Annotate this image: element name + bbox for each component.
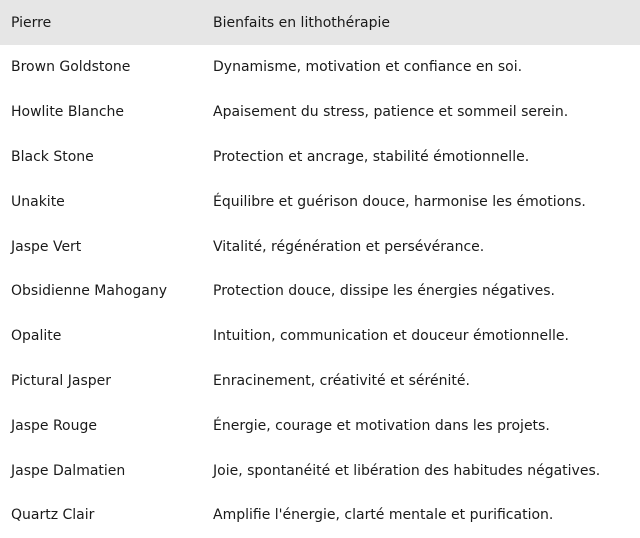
table-row xyxy=(0,493,640,538)
stone-name: Brown Goldstone xyxy=(11,59,131,76)
stone-name: Black Stone xyxy=(11,148,94,165)
stone-name: Howlite Blanche xyxy=(11,104,125,121)
stone-name: Obsidienne Mahogany xyxy=(11,283,168,300)
stone-name: Quartz Clair xyxy=(11,507,95,524)
table-row xyxy=(0,224,640,269)
stone-benefit: Protection et ancrage, stabilité émotionnelle. xyxy=(213,148,530,165)
table-row xyxy=(0,448,640,493)
table-row xyxy=(0,314,640,359)
table-header xyxy=(0,0,640,45)
stone-name: Unakite xyxy=(11,193,65,210)
stone-benefit: Protection douce, dissipe les énergies négatives. xyxy=(213,283,555,300)
table-row xyxy=(0,135,640,180)
stone-benefit: Apaisement du stress, patience et sommeil serein. xyxy=(213,104,569,121)
header-benefit: Bienfaits en lithothérapie xyxy=(213,14,390,31)
table-row xyxy=(0,403,640,448)
stone-name: Pictural Jasper xyxy=(11,372,112,389)
stone-name: Jaspe Vert xyxy=(11,238,82,255)
stone-name: Jaspe Rouge xyxy=(11,417,97,434)
stone-benefit: Vitalité, régénération et persévérance. xyxy=(213,238,485,255)
stone-benefit: Intuition, communication et douceur émotionnelle. xyxy=(213,328,569,345)
stone-benefit: Dynamisme, motivation et confiance en soi. xyxy=(213,59,523,76)
table-row xyxy=(0,269,640,314)
table-row xyxy=(0,359,640,404)
stone-benefit: Énergie, courage et motivation dans les projets. xyxy=(213,417,550,434)
stone-benefit: Amplifie l'énergie, clarté mentale et purification. xyxy=(213,507,554,524)
stone-benefit: Joie, spontanéité et libération des habitudes négatives. xyxy=(213,462,601,479)
stone-benefit: Enracinement, créativité et sérénité. xyxy=(213,372,470,389)
table-row xyxy=(0,179,640,224)
header-stone: Pierre xyxy=(11,14,52,31)
stone-name: Jaspe Dalmatien xyxy=(11,462,126,479)
stone-benefit: Équilibre et guérison douce, harmonise les émotions. xyxy=(213,193,586,210)
table-row xyxy=(0,45,640,90)
stone-name: Opalite xyxy=(11,328,62,345)
table-row xyxy=(0,90,640,135)
